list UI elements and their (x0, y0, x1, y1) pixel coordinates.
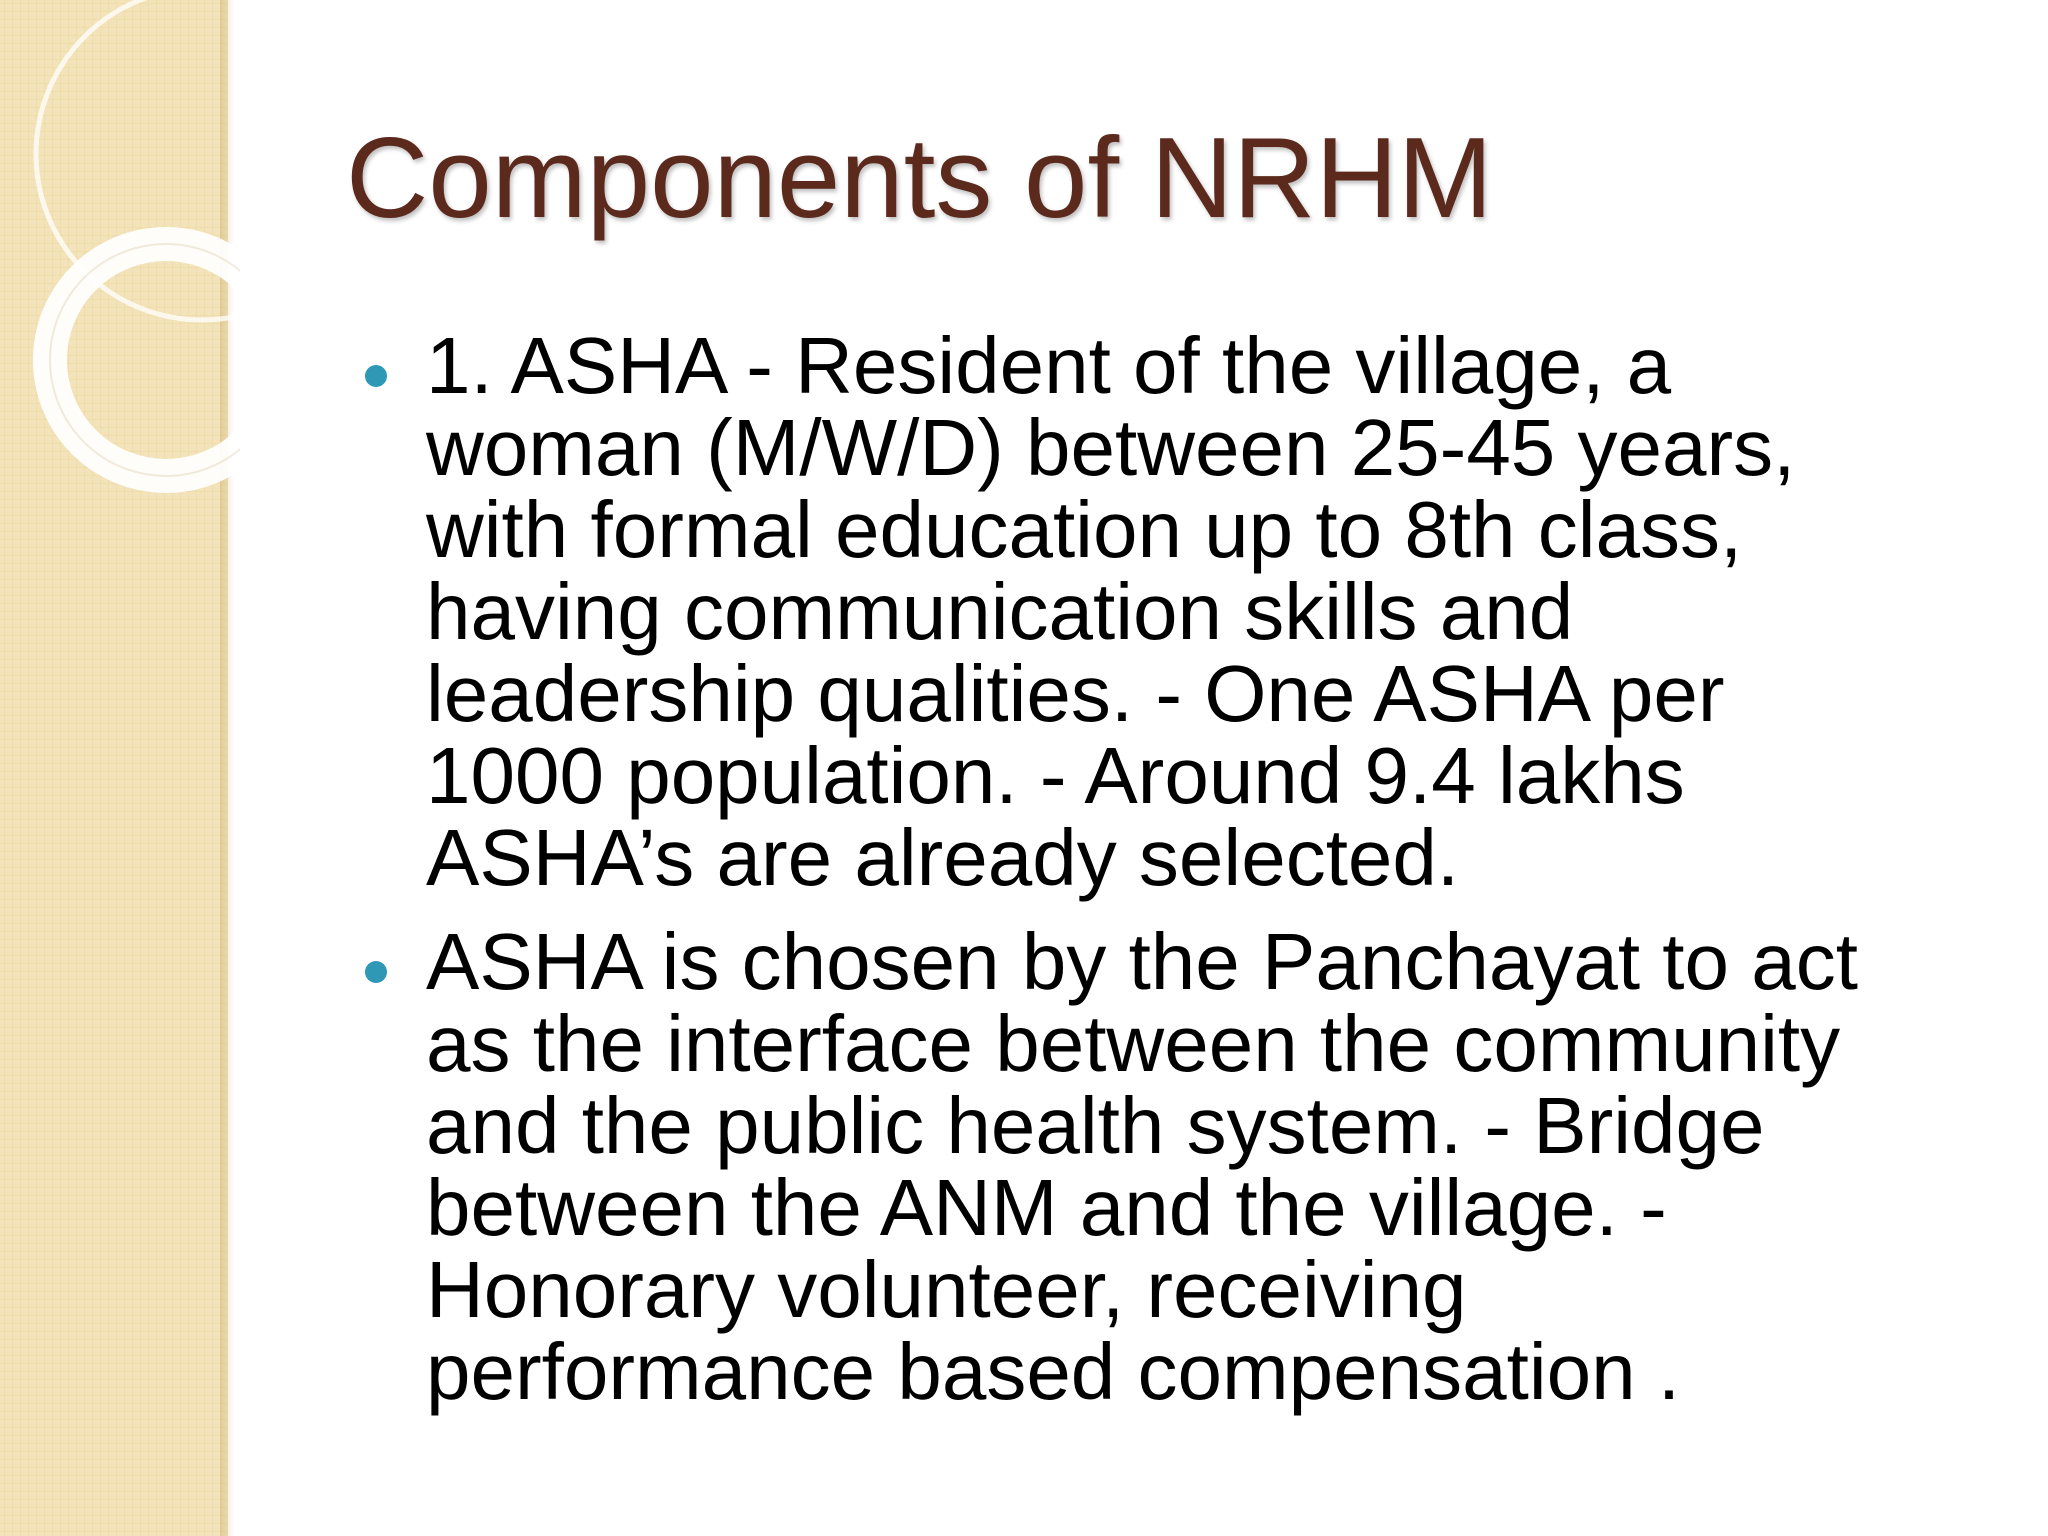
bullet-text-line: as the interface between the community (426, 999, 1841, 1088)
slide-title: Components of NRHM (346, 115, 1493, 242)
bullet-item (426, 321, 2016, 902)
bullet-dot-icon (365, 961, 387, 983)
side-panel-edge-shadow (220, 0, 234, 1536)
bullet-dot-icon (365, 365, 387, 387)
bullet-text-line: performance based compensation . (426, 1327, 1681, 1416)
bullet-text-line: Honorary volunteer, receiving (426, 1245, 1467, 1334)
bullet-text-line: and the public health system. - Bridge (426, 1081, 1765, 1170)
bullet-text-line: with formal education up to 8th class, (426, 485, 1743, 574)
bullet-text-line: ASHA is chosen by the Panchayat to act (426, 917, 1858, 1006)
bullet-text-line: between the ANM and the village. - (426, 1163, 1667, 1252)
bullet-text-line: 1000 population. - Around 9.4 lakhs (426, 731, 1685, 820)
bullet-item (426, 917, 2016, 1416)
decorative-side-panel (0, 0, 228, 1536)
bullet-list (426, 321, 2016, 1435)
bullet-text-line: having communication skills and (426, 567, 1574, 656)
bullet-text-line: 1. ASHA - Resident of the village, a (426, 321, 1672, 410)
bullet-text-line: woman (M/W/D) between 25-45 years, (426, 403, 1796, 492)
bullet-text-line: ASHA’s are already selected. (426, 813, 1460, 902)
bullet-text-line: leadership qualities. - One ASHA per (426, 649, 1725, 738)
